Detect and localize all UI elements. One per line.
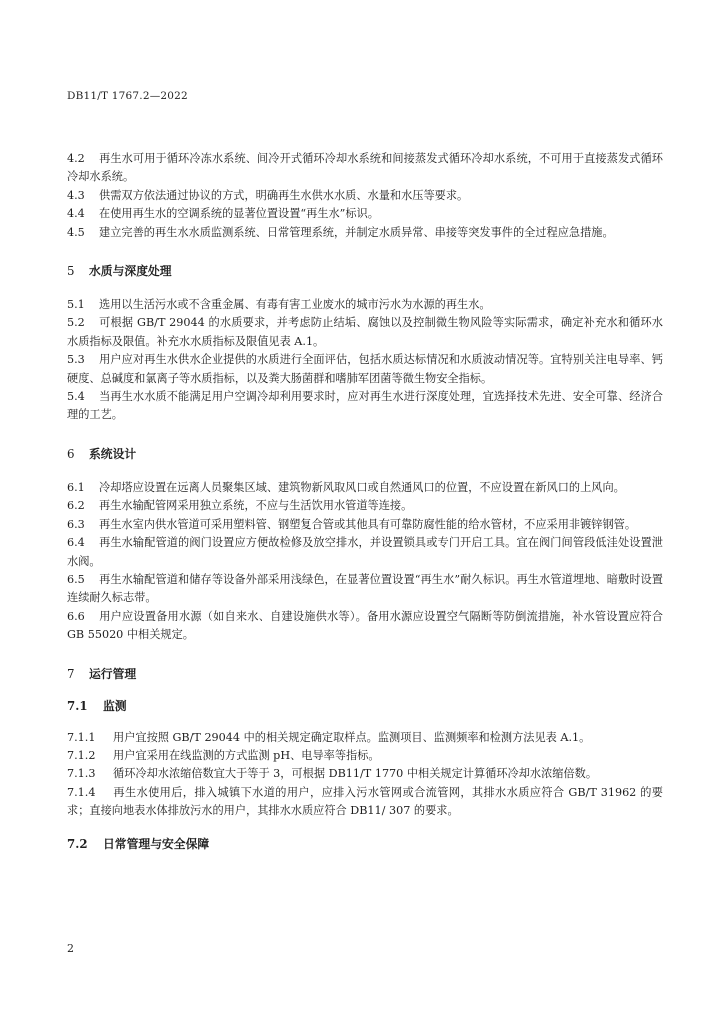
clause-text: 供需双方依法通过协议的方式，明确再生水供水水质、水量和水压等要求。 (99, 188, 469, 202)
clause-list (67, 479, 663, 645)
document-body (67, 150, 663, 853)
clause-number: 5.2 (67, 316, 85, 330)
clause-number: 7.1.2 (67, 748, 96, 762)
clause (67, 729, 663, 747)
clause-text: 再生水输配管道的阀门设置应方便故检修及放空排水，并设置锁具或专门开启工具。宜在阀门间管段低洼处设置泄水阀。 (67, 536, 663, 568)
section-number: 5 (67, 264, 75, 279)
clause-text: 在使用再生水的空调系统的显著位置设置“再生水”标识。 (99, 207, 379, 221)
section-number: 6 (67, 446, 75, 461)
clause-number: 6.5 (67, 572, 85, 586)
clause-number: 5.3 (67, 353, 85, 367)
clause-list (67, 150, 663, 242)
section-title: 系统设计 (89, 446, 137, 461)
clause-text: 用户应对再生水供水企业提供的水质进行全面评估，包括水质达标情况和水质波动情况等。宜特别关注电导率、钙硬度、总碱度和氯离子等水质指标，以及粪大肠菌群和嗜肺军团菌等微生物安全指标。 (67, 353, 663, 385)
clause (67, 534, 663, 571)
clause (67, 571, 663, 608)
clause (67, 784, 663, 821)
clause-text: 建立完善的再生水水质监测系统、日常管理系统，并制定水质异常、串接等突发事件的全过程应急措施。 (99, 225, 614, 239)
clause-text: 再生水室内供水管道可采用塑料管、钢塑复合管或其他具有可靠防腐性能的给水管材，不应采用非镀锌钢管。 (99, 517, 637, 531)
section-title: 运行管理 (89, 666, 137, 681)
clause (67, 497, 663, 515)
page-number: 2 (67, 942, 74, 955)
clause-number: 6.6 (67, 609, 85, 623)
clause-number: 6.2 (67, 499, 85, 513)
clause-number: 6.3 (67, 517, 85, 531)
clause-list (67, 729, 663, 821)
section-heading (67, 665, 663, 683)
clause (67, 187, 663, 205)
clause (67, 747, 663, 765)
clause-number: 4.4 (67, 207, 85, 221)
clause-text: 再生水可用于循环冷冻水系统、间冷开式循环冷却水系统和间接蒸发式循环冷却水系统，不可用于直接蒸发式循环冷却水系统。 (67, 152, 663, 184)
clause-number: 7.1.1 (67, 730, 96, 744)
clause (67, 765, 663, 783)
clause (67, 205, 663, 223)
clause-text: 用户应设置备用水源（如自来水、自建设施供水等）。备用水源应设置空气隔断等防倒流措施，补水管设置应符合 GB 55020 中相关规定。 (67, 609, 663, 642)
subsection-number: 7.2 (67, 836, 88, 851)
clause (67, 479, 663, 497)
clause (67, 150, 663, 187)
clause-number: 6.4 (67, 536, 85, 550)
clause-text: 当再生水水质不能满足用户空调冷却利用要求时，应对再生水进行深度处理，宜选择技术先进、安全可靠、经济合理的工艺。 (67, 390, 663, 422)
clause-text: 选用以生活污水或不含重金属、有毒有害工业废水的城市污水为水源的再生水。 (99, 298, 491, 312)
clause-list (67, 296, 663, 425)
clause-text: 用户宜采用在线监测的方式监测 pH、电导率等指标。 (113, 748, 380, 762)
clause-number: 6.1 (67, 480, 85, 494)
section-heading (67, 262, 663, 280)
clause-text: 再生水输配管网采用独立系统，不应与生活饮用水管道等连接。 (99, 499, 413, 513)
clause-text: 再生水使用后，排入城镇下水道的用户，应排入污水管网或合流管网，其排水水质应符合 GB/T 31962 的要求；直接向地表水体排放污水的用户，其排水水质应符合 DB11/ 307 的要求。 (67, 785, 663, 818)
clause (67, 608, 663, 645)
section-title: 水质与深度处理 (89, 264, 172, 279)
clause (67, 388, 663, 425)
clause-number: 4.5 (67, 225, 85, 239)
subsection-title: 日常管理与安全保障 (103, 836, 210, 851)
clause-number: 4.2 (67, 152, 85, 165)
clause-text: 再生水输配管道和储存等设备外部采用浅绿色，在显著位置设置“再生水”耐久标识。再生水管道埋地、暗敷时设置连续耐久标志带。 (67, 572, 663, 605)
clause-text: 循环冷却水浓缩倍数宜大于等于 3，可根据 DB11/T 1770 中相关规定计算循环冷却水浓缩倍数。 (113, 767, 598, 781)
clause (67, 351, 663, 388)
section-heading (67, 445, 663, 463)
clause-number: 7.1.4 (67, 785, 96, 799)
clause-text: 冷却塔应设置在远离人员聚集区域、建筑物新风取风口或自然通风口的位置，不应设置在新风口的上风向。 (99, 480, 625, 494)
clause (67, 224, 663, 242)
subsection-heading (67, 835, 663, 853)
clause-text: 可根据 GB/T 29044 的水质要求，并考虑防止结垢、腐蚀以及控制微生物风险等实际需求，确定补充水和循环水水质指标及限值。补充水水质指标及限值见表 A.1。 (67, 316, 663, 348)
subsection-title: 监测 (103, 698, 127, 713)
subsection-heading (67, 697, 663, 715)
subsection-number: 7.1 (67, 698, 88, 713)
clause (67, 314, 663, 351)
clause (67, 516, 663, 534)
clause-number: 5.4 (67, 390, 85, 404)
clause-number: 7.1.3 (67, 767, 96, 781)
clause-text: 用户宜按照 GB/T 29044 中的相关规定确定取样点。监测项目、监测频率和检测方法见表 A.1。 (113, 730, 591, 744)
clause-number: 5.1 (67, 298, 85, 312)
standard-code-header: DB11/T 1767.2—2022 (67, 90, 188, 102)
clause (67, 296, 663, 314)
section-number: 7 (67, 666, 75, 681)
clause-number: 4.3 (67, 188, 85, 202)
